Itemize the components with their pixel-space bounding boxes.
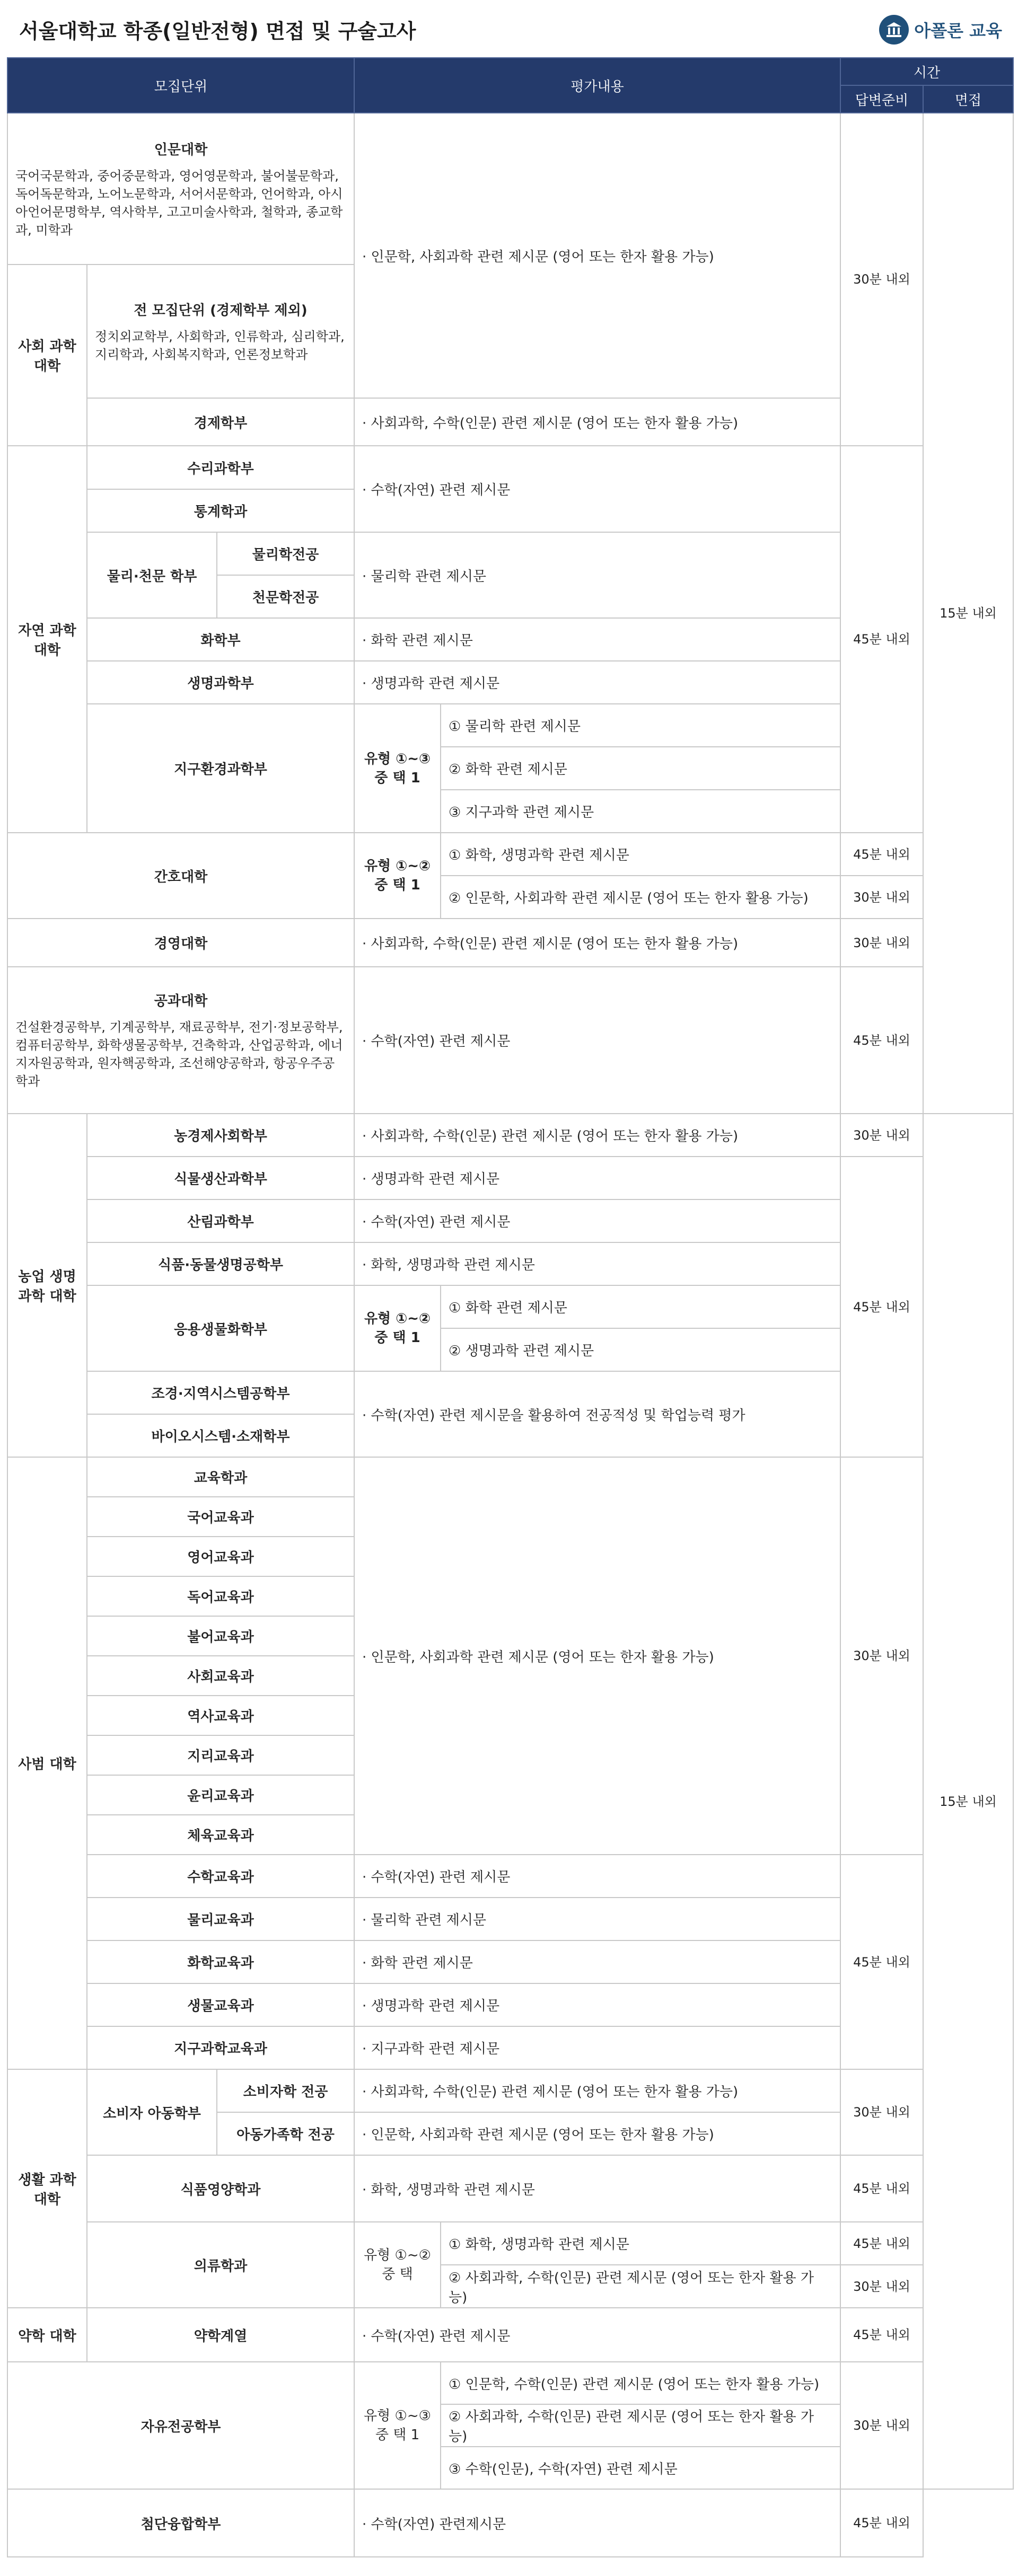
dept-name: 경제학부 bbox=[87, 398, 354, 446]
social-all-unit bbox=[87, 264, 354, 398]
eval-cell: · 사회과학, 수학(인문) 관련 제시문 (영어 또는 한자 활용 가능) bbox=[354, 398, 840, 446]
prep-time: 45분 내외 bbox=[840, 1855, 923, 2069]
page-title: 서울대학교 학종(일반전형) 면접 및 구술고사 bbox=[19, 20, 416, 43]
dept-name: 바이오시스템·소재학부 bbox=[87, 1414, 354, 1457]
college-name: 사범 대학 bbox=[7, 1457, 87, 2069]
col-header-eval: 평가내용 bbox=[354, 58, 840, 113]
dept-name: 화학교육과 bbox=[87, 1940, 354, 1983]
prep-time: 30분 내외 bbox=[840, 2362, 923, 2489]
brand-logo bbox=[879, 15, 1002, 45]
dept-name: 조경·지역시스템공학부 bbox=[87, 1371, 354, 1414]
eval-cell: · 수학(자연) 관련 제시문 bbox=[354, 1199, 840, 1242]
dept-name: 윤리교육과 bbox=[87, 1775, 354, 1815]
eval-cell: · 화학, 생명과학 관련 제시문 bbox=[354, 2155, 840, 2222]
option-cell: ① 화학, 생명과학 관련 제시문 bbox=[441, 2222, 840, 2265]
type-select: 유형 ①~③ 중 택 1 bbox=[354, 704, 441, 833]
eval-cell: · 물리학 관련 제시문 bbox=[354, 1898, 840, 1940]
eval-cell: · 화학, 생명과학 관련 제시문 bbox=[354, 1242, 840, 1285]
prep-time: 30분 내외 bbox=[840, 113, 923, 446]
college-name: 간호대학 bbox=[7, 833, 354, 919]
dept-name: 통계학과 bbox=[87, 489, 354, 532]
dept-name: 지구환경과학부 bbox=[87, 704, 354, 833]
option-cell: ② 사회과학, 수학(인문) 관련 제시문 (영어 또는 한자 활용 가능) bbox=[441, 2265, 840, 2308]
dept-name: 생명과학부 bbox=[87, 661, 354, 704]
eval-cell: · 사회과학, 수학(인문) 관련 제시문 (영어 또는 한자 활용 가능) bbox=[354, 2069, 840, 2112]
college-name: 생활 과학 대학 bbox=[7, 2069, 87, 2308]
prep-time: 45분 내외 bbox=[840, 446, 923, 833]
eval-cell: · 수학(자연) 관련 제시문 bbox=[354, 967, 840, 1114]
prep-time: 45분 내외 bbox=[840, 2155, 923, 2222]
dept-list: 국어국문학과, 중어중문학과, 영어영문학과, 불어불문학과, 독어독문학과, 노어노문학과, 서어서문학과, 언어학과, 아시아언어문명학부, 역사학부, 고고미술사학과, 철학과, 종교학과, 미학과 bbox=[15, 168, 343, 237]
option-cell: ③ 지구과학 관련 제시문 bbox=[441, 790, 840, 833]
interview-table bbox=[7, 57, 1014, 2557]
col-header-interview: 면접 bbox=[923, 85, 1013, 113]
humanities-unit bbox=[7, 113, 354, 264]
dept-name: 응용생물화학부 bbox=[87, 1285, 354, 1371]
eval-cell: · 수학(자연) 관련 제시문 bbox=[354, 1855, 840, 1898]
dept-name: 소비자 아동학부 bbox=[87, 2069, 217, 2155]
prep-time: 45분 내외 bbox=[840, 833, 923, 876]
dept-name: 체육교육과 bbox=[87, 1815, 354, 1855]
dept-name: 물리교육과 bbox=[87, 1898, 354, 1940]
eval-cell: · 사회과학, 수학(인문) 관련 제시문 (영어 또는 한자 활용 가능) bbox=[354, 1114, 840, 1157]
eval-cell: · 물리학 관련 제시문 bbox=[354, 532, 840, 618]
dept-name: 산림과학부 bbox=[87, 1199, 354, 1242]
major-name: 물리학전공 bbox=[217, 532, 354, 575]
eval-cell: · 인문학, 사회과학 관련 제시문 (영어 또는 한자 활용 가능) bbox=[354, 2112, 840, 2155]
dept-name: 독어교육과 bbox=[87, 1576, 354, 1616]
eval-cell: · 인문학, 사회과학 관련 제시문 (영어 또는 한자 활용 가능) bbox=[354, 1457, 840, 1855]
type-select: 유형 ①~③ 중 택 1 bbox=[354, 2362, 441, 2489]
prep-time: 45분 내외 bbox=[840, 967, 923, 1114]
dept-name: 생물교육과 bbox=[87, 1983, 354, 2026]
col-header-time: 시간 bbox=[840, 58, 1013, 85]
prep-time: 30분 내외 bbox=[840, 876, 923, 919]
major-name: 아동가족학 전공 bbox=[217, 2112, 354, 2155]
unit-name: 전 모집단위 (경제학부 제외) bbox=[134, 302, 308, 319]
page-header bbox=[0, 0, 1018, 57]
prep-time: 30분 내외 bbox=[840, 919, 923, 967]
dept-name: 화학부 bbox=[87, 618, 354, 661]
dept-name: 농경제사회학부 bbox=[87, 1114, 354, 1157]
option-cell: ① 화학 관련 제시문 bbox=[441, 1285, 840, 1328]
dept-name: 약학계열 bbox=[87, 2308, 354, 2362]
major-name: 천문학전공 bbox=[217, 575, 354, 618]
college-name: 인문대학 bbox=[154, 142, 208, 158]
eval-cell: · 수학(자연) 관련 제시문 bbox=[354, 2308, 840, 2362]
dept-name: 불어교육과 bbox=[87, 1616, 354, 1656]
dept-list: 건설환경공학부, 기계공학부, 재료공학부, 전기·정보공학부, 컴퓨터공학부, 화학생물공학부, 건축학과, 산업공학과, 에너지자원공학과, 원자핵공학과, 조선해양공학과, 항공우주공학과 bbox=[15, 1020, 343, 1089]
dept-name: 수리과학부 bbox=[87, 446, 354, 489]
type-select: 유형 ①~② 중 택 bbox=[354, 2222, 441, 2308]
col-header-prep: 답변준비 bbox=[840, 85, 923, 113]
prep-time: 30분 내외 bbox=[840, 1457, 923, 1855]
eval-cell: · 사회과학, 수학(인문) 관련 제시문 (영어 또는 한자 활용 가능) bbox=[354, 919, 840, 967]
option-cell: ③ 수학(인문), 수학(자연) 관련 제시문 bbox=[441, 2447, 840, 2489]
dept-name: 수학교육과 bbox=[87, 1855, 354, 1898]
eval-cell: · 생명과학 관련 제시문 bbox=[354, 1983, 840, 2026]
college-name: 농업 생명 과학 대학 bbox=[7, 1114, 87, 1457]
college-name: 경영대학 bbox=[7, 919, 354, 967]
major-name: 소비자학 전공 bbox=[217, 2069, 354, 2112]
prep-time: 45분 내외 bbox=[840, 2308, 923, 2362]
prep-time: 30분 내외 bbox=[840, 2069, 923, 2155]
dept-name: 지리교육과 bbox=[87, 1735, 354, 1775]
eval-cell: · 생명과학 관련 제시문 bbox=[354, 1157, 840, 1199]
college-name: 사회 과학 대학 bbox=[7, 264, 87, 446]
eval-cell: · 인문학, 사회과학 관련 제시문 (영어 또는 한자 활용 가능) bbox=[354, 113, 840, 398]
eval-cell: · 생명과학 관련 제시문 bbox=[354, 661, 840, 704]
dept-name: 영어교육과 bbox=[87, 1537, 354, 1576]
dept-name: 물리·천문 학부 bbox=[87, 532, 217, 618]
dept-name: 사회교육과 bbox=[87, 1656, 354, 1696]
option-cell: ① 화학, 생명과학 관련 제시문 bbox=[441, 833, 840, 876]
temple-icon bbox=[879, 15, 909, 45]
prep-time: 45분 내외 bbox=[840, 2489, 923, 2557]
eval-cell: · 수학(자연) 관련제시문 bbox=[354, 2489, 840, 2557]
eval-cell: · 수학(자연) 관련 제시문 bbox=[354, 446, 840, 532]
eval-cell: · 수학(자연) 관련 제시문을 활용하여 전공적성 및 학업능력 평가 bbox=[354, 1371, 840, 1457]
dept-name: 역사교육과 bbox=[87, 1696, 354, 1735]
option-cell: ② 인문학, 사회과학 관련 제시문 (영어 또는 한자 활용 가능) bbox=[441, 876, 840, 919]
eval-cell: · 화학 관련 제시문 bbox=[354, 618, 840, 661]
eval-cell: · 화학 관련 제시문 bbox=[354, 1940, 840, 1983]
college-name: 약학 대학 bbox=[7, 2308, 87, 2362]
option-cell: ① 인문학, 수학(인문) 관련 제시문 (영어 또는 한자 활용 가능) bbox=[441, 2362, 840, 2404]
dept-name: 식품·동물생명공학부 bbox=[87, 1242, 354, 1285]
dept-name: 교육학과 bbox=[87, 1457, 354, 1497]
dept-name: 의류학과 bbox=[87, 2222, 354, 2308]
prep-time: 30분 내외 bbox=[840, 2265, 923, 2308]
prep-time: 45분 내외 bbox=[840, 2222, 923, 2265]
dept-name: 식물생산과학부 bbox=[87, 1157, 354, 1199]
dept-name: 첨단융합학부 bbox=[7, 2489, 354, 2557]
dept-name: 지구과학교육과 bbox=[87, 2026, 354, 2069]
prep-time: 45분 내외 bbox=[840, 1157, 923, 1457]
dept-name: 자유전공학부 bbox=[7, 2362, 354, 2489]
type-select: 유형 ①~② 중 택 1 bbox=[354, 833, 441, 919]
col-header-unit: 모집단위 bbox=[7, 58, 354, 113]
engineering-unit bbox=[7, 967, 354, 1114]
dept-name: 식품영양학과 bbox=[87, 2155, 354, 2222]
option-cell: ② 생명과학 관련 제시문 bbox=[441, 1328, 840, 1371]
college-name: 자연 과학 대학 bbox=[7, 446, 87, 833]
option-cell: ① 물리학 관련 제시문 bbox=[441, 704, 840, 747]
option-cell: ② 화학 관련 제시문 bbox=[441, 747, 840, 790]
eval-cell: · 지구과학 관련 제시문 bbox=[354, 2026, 840, 2069]
interview-time: 15분 내외 bbox=[923, 113, 1013, 1114]
college-name: 공과대학 bbox=[154, 993, 208, 1009]
interview-time: 15분 내외 bbox=[923, 1114, 1013, 2489]
option-cell: ② 사회과학, 수학(인문) 관련 제시문 (영어 또는 한자 활용 가능) bbox=[441, 2404, 840, 2447]
dept-name: 국어교육과 bbox=[87, 1497, 354, 1537]
prep-time: 30분 내외 bbox=[840, 1114, 923, 1157]
dept-list: 정치외교학부, 사회학과, 인류학과, 심리학과, 지리학과, 사회복지학과, 언론정보학과 bbox=[95, 329, 345, 362]
brand-name: 아폴론 교육 bbox=[914, 21, 1002, 41]
type-select: 유형 ①~② 중 택 1 bbox=[354, 1285, 441, 1371]
